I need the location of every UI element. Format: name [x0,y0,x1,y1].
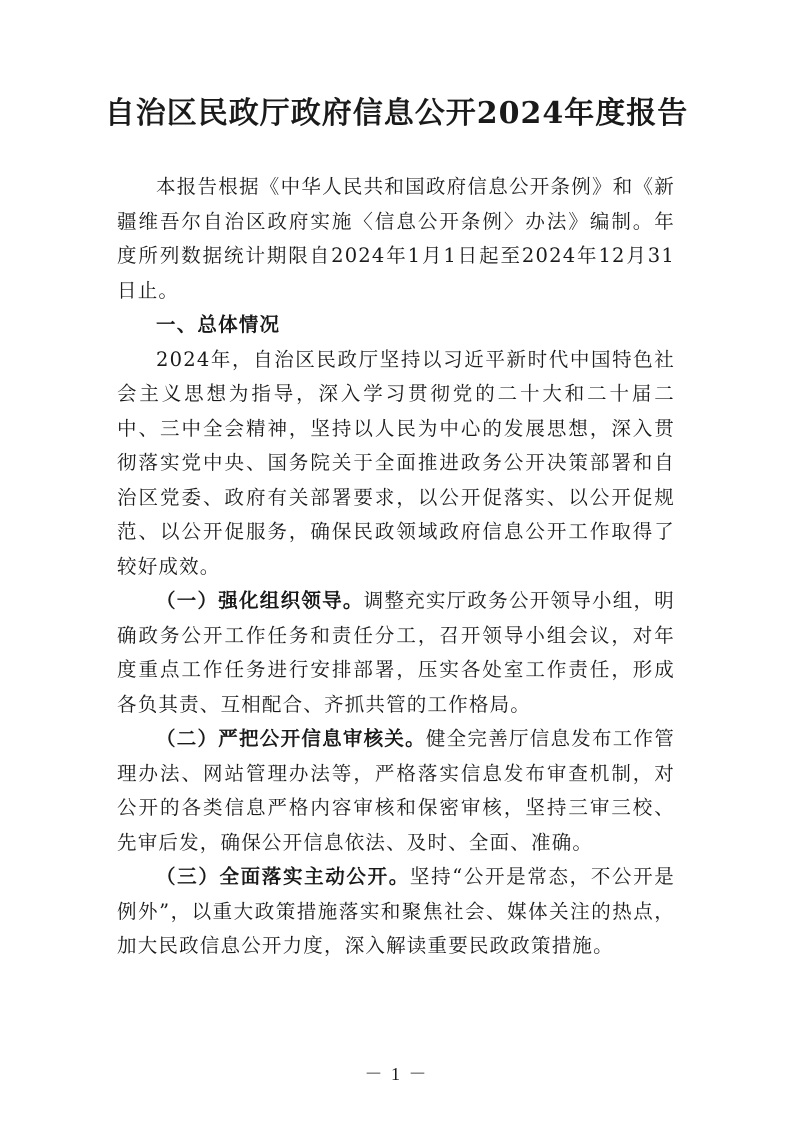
section-heading: 一、总体情况 [156,313,281,336]
item-paragraph-2 [117,722,675,860]
item-lead-1: （一）强化组织领导。 [156,589,364,612]
item-lead-2: （二）严把公开信息审核关。 [156,727,426,750]
item-text-2: 健全完善厅信息发布工作管理办法、网站管理办法等，严格落实信息发布审查机制，对公开的各类信息严格内容审核和保密审核，坚持三审三校、先审后发，确保公开信息依法、及时、全面、准确。 [117,727,675,854]
intro-paragraph: 本报告根据《中华人民共和国政府信息公开条例》和《新疆维吾尔自治区政府实施〈信息公开条例〉办法》编制。年度所列数据统计期限自2024年1月1日起至2024年12月31日止。 [117,175,675,302]
item-text-1: 调整充实厅政务公开领导小组，明确政务公开工作任务和责任分工，召开领导小组会议，对年度重点工作任务进行安排部署，压实各处室工作责任，形成各负其责、互相配合、齐抓共管的工作格局。 [117,589,675,716]
document-body [117,170,675,964]
overview-paragraph: 2024年，自治区民政厅坚持以习近平新时代中国特色社会主义思想为指导，深入学习贯彻党的二十大和二十届二中、三中全会精神，坚持以人民为中心的发展思想，深入贯彻落实党中央、国务院关于全面推进政务公开决策部署和自治区党委、政府有关部署要求，以公开促落实、以公开促规范、以公开促服务，确保民政领域政府信息公开工作取得了较好成效。 [117,347,675,578]
item-lead-3: （三）全面落实主动公开。 [156,865,410,888]
item-paragraph-1 [117,584,675,722]
item-text-3: 坚持“公开是常态，不公开是例外”，以重大政策措施落实和聚焦社会、媒体关注的热点，加大民政信息公开力度，深入解读重要民政政策措施。 [117,865,675,957]
document-title: 自治区民政厅政府信息公开2024年度报告 [104,96,689,131]
item-paragraph-3 [117,860,675,964]
page-number: － 1 － [364,1064,429,1084]
